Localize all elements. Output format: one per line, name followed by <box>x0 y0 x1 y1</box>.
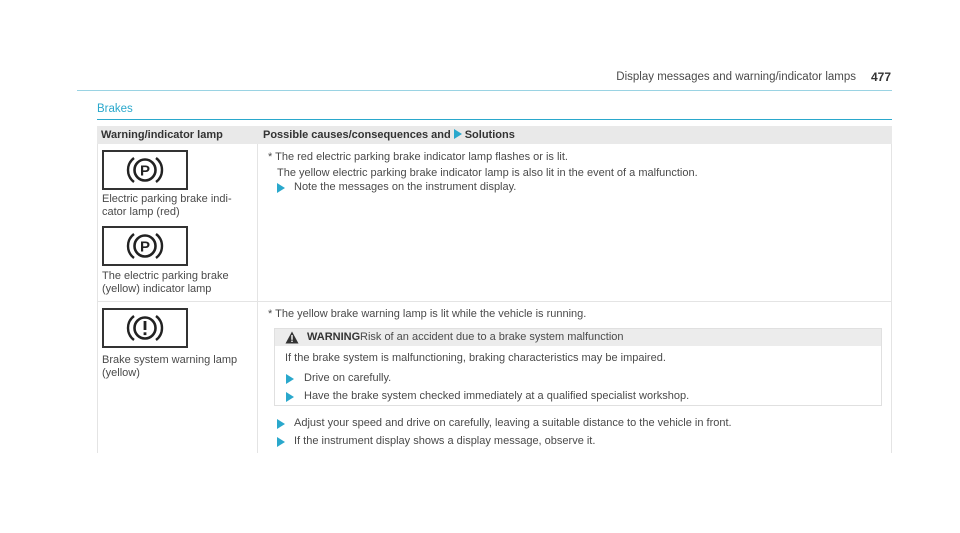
section-title: Brakes <box>97 103 133 115</box>
warning-text: If the brake system is malfunctioning, braking characteristics may be impaired. <box>285 352 666 364</box>
cause-text: The yellow electric parking brake indicator lamp is also lit in the event of a malfunction. <box>277 167 698 179</box>
column-header-causes: Possible causes/consequences and <box>263 129 451 141</box>
warning-header <box>275 329 881 346</box>
table-header <box>97 126 892 144</box>
header-rule <box>77 90 892 91</box>
warning-title: Risk of an accident due to a brake system malfunction <box>360 331 624 343</box>
lamp-label: Electric parking brake indi- cator lamp (red) <box>102 193 232 218</box>
warning-triangle-icon <box>285 331 299 344</box>
arrow-right-icon <box>277 437 285 447</box>
table-column-divider <box>257 144 258 453</box>
arrow-right-icon <box>286 374 294 384</box>
solution-step: Note the messages on the instrument display. <box>294 181 517 193</box>
solution-step: Adjust your speed and drive on carefully, leaving a suitable distance to the vehicle in front. <box>294 417 732 429</box>
parking-brake-icon <box>104 152 186 188</box>
cause-text: * The yellow brake warning lamp is lit while the vehicle is running. <box>268 308 587 320</box>
arrow-right-icon <box>454 129 462 139</box>
lamp-box <box>102 226 188 266</box>
page-number: 477 <box>870 70 891 84</box>
svg-text:P: P <box>139 238 151 256</box>
column-header-solutions <box>263 129 515 141</box>
warning-step: Drive on carefully. <box>304 372 392 384</box>
arrow-right-icon <box>286 392 294 402</box>
lamp-box <box>102 150 188 190</box>
running-title: Display messages and warning/indicator lamps <box>616 71 856 83</box>
lamp-label: Brake system warning lamp (yellow) <box>102 354 238 379</box>
lamp-box <box>102 308 188 348</box>
arrow-right-icon <box>277 419 285 429</box>
table-row-divider <box>97 301 892 302</box>
table-border-right <box>891 144 892 453</box>
cause-text: * The red electric parking brake indicator lamp flashes or is lit. <box>268 151 568 163</box>
lamp-label: The electric parking brake (yellow) indicator lamp <box>102 270 229 295</box>
svg-text:P: P <box>139 162 151 180</box>
column-header-lamp: Warning/indicator lamp <box>101 129 223 141</box>
warning-box <box>274 328 882 406</box>
warning-keyword: WARNING <box>307 331 361 343</box>
parking-brake-icon <box>104 228 186 264</box>
table-border-left <box>97 144 98 453</box>
column-header-solutions-label: Solutions <box>464 129 515 141</box>
arrow-right-icon <box>277 183 285 193</box>
brake-warning-icon <box>104 310 186 346</box>
solution-step: If the instrument display shows a display message, observe it. <box>294 435 596 447</box>
warning-step: Have the brake system checked immediately at a qualified specialist workshop. <box>304 390 690 402</box>
section-rule <box>97 119 892 120</box>
